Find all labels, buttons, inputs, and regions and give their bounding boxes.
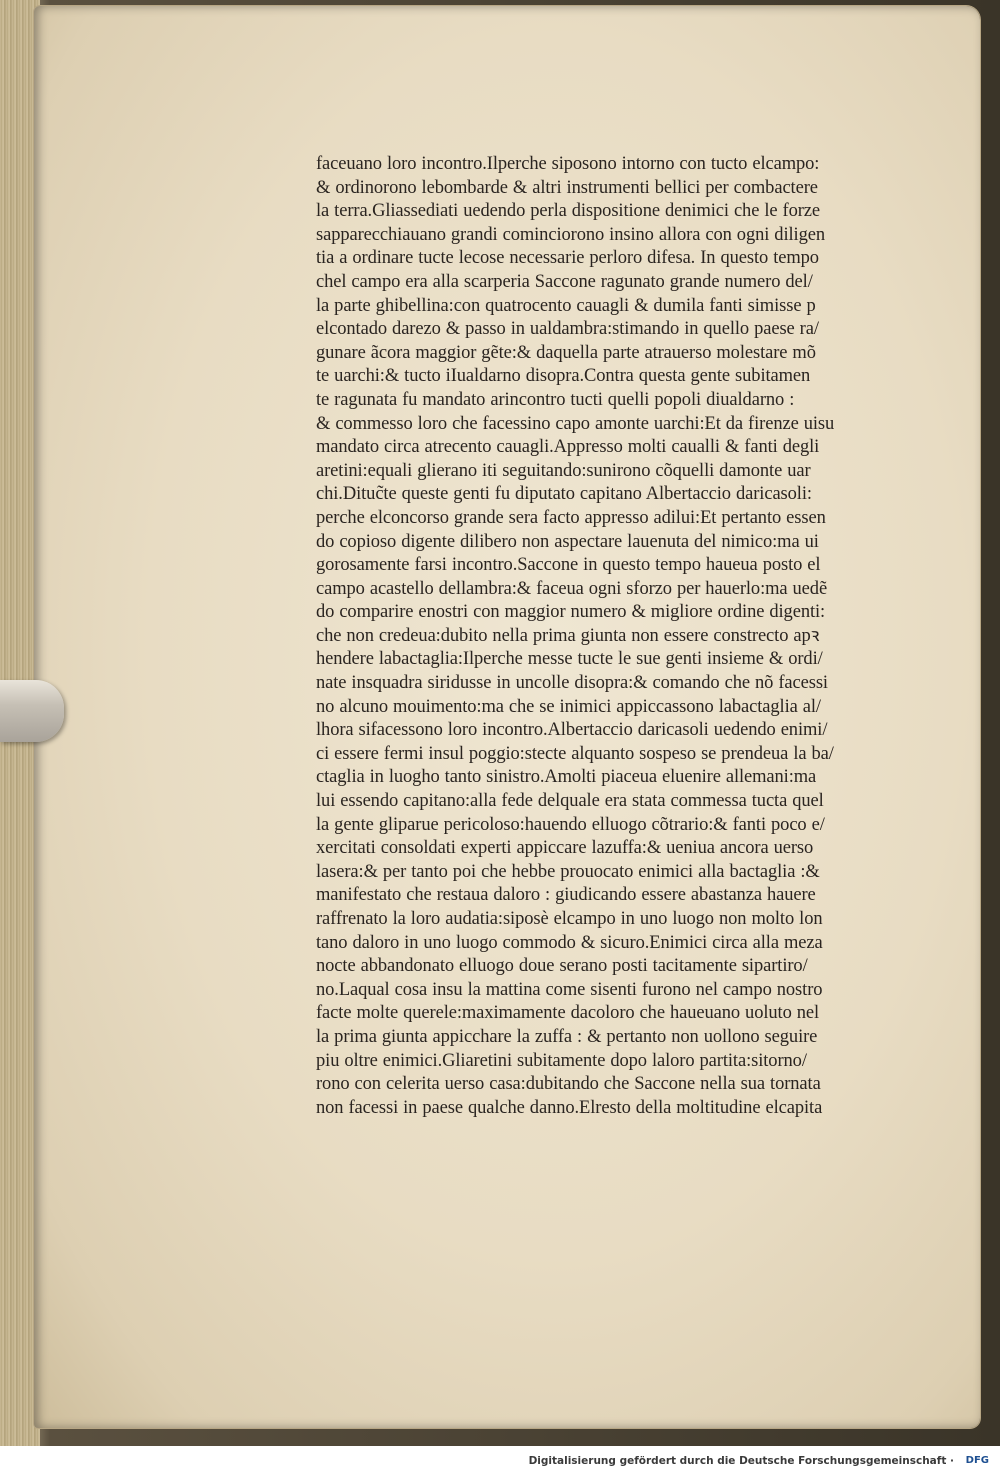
text-block	[316, 153, 882, 1120]
text-line: do comparire enostri con maggior numero & migliore ordine digenti:	[316, 602, 826, 623]
text-line: facte molte querele:maximamente dacoloro che haueuano uoluto nel	[316, 1003, 820, 1024]
text-line: te uarchi:& tucto iIualdarno disopra.Contra questa gente subitamen	[316, 366, 811, 387]
text-line: la prima giunta appicchare la zuffa : & pertanto non uollono seguire	[316, 1026, 818, 1047]
text-line: te ragunata fu mandato arincontro tucti quelli popoli diualdarno :	[316, 389, 795, 410]
text-line: faceuano loro incontro.Ilperche siposono intorno con tucto elcampo:	[316, 154, 820, 174]
text-line: & ordinorono lebombarde & altri instrumenti bellici per combactere	[316, 177, 818, 198]
text-line: rono con celerita uerso casa:dubitando che Saccone nella sua tornata	[316, 1074, 821, 1095]
text-line: chel campo era alla scarperia Saccone ragunato grande numero del/	[316, 271, 813, 292]
text-line: perche elconcorso grande sera facto appresso adilui:Et pertanto essen	[316, 507, 826, 528]
funding-notice: Digitalisierung gefördert durch die Deutsche Forschungsgemeinschaft ·	[528, 1455, 954, 1467]
text-line: mandato circa atrecento cauagli.Appresso molti caualli & fanti degli	[316, 437, 820, 458]
text-line: do copioso digente dilibero non aspectare lauenuta del nimico:ma ui	[316, 531, 819, 552]
text-line: tia a ordinare tucte lecose necessarie perloro difesa. In questo tempo	[316, 248, 819, 269]
text-line: chi.Dituc̃te queste genti fu diputato capitano Albertaccio daricasoli:	[316, 484, 812, 505]
text-line: & commesso loro che facessino capo amonte uarchi:Et da firenze uisu	[316, 413, 835, 434]
text-line: tano daloro in uno luogo commodo & sicuro.Enimici circa alla meza	[316, 932, 823, 953]
dfg-logo: DFG	[965, 1455, 989, 1466]
text-line: che non credeua:dubito nella prima giunta non essere constrecto apꝛ	[316, 625, 820, 646]
text-line: nocte abbandonato elluogo doue serano posti tacitamente sipartiro/	[316, 956, 808, 977]
text-line: lhora sifacessono loro incontro.Albertaccio daricasoli uedendo enimi/	[316, 720, 828, 741]
text-line: la gente gliparue pericoloso:hauendo elluogo cõtrario:& fanti poco e/	[316, 814, 825, 835]
text-line: gorosamente farsi incontro.Saccone in questo tempo haueua posto el	[316, 555, 821, 576]
text-line: nate insquadra siridusse in uncolle disopra:& comando che nõ facessi	[316, 673, 828, 694]
text-line: lasera:& per tanto poi che hebbe prouocato enimici alla bactaglia :&	[316, 861, 820, 882]
text-line: non facessi in paese qualche danno.Elresto della moltitudine elcapita	[316, 1097, 823, 1118]
text-line: manifestato che restaua daloro : giudicando essere abastanza hauere	[316, 885, 816, 906]
text-line: aretini:equali glierano iti seguitando:sunirono cõquelli damonte uar	[316, 460, 811, 481]
text-line: no.Laqual cosa insu la mattina come sisenti furono nel campo nostro	[316, 979, 823, 1000]
text-line: elcontado darezo & passo in ualdambra:stimando in quello paese ra/	[316, 319, 819, 340]
text-line: campo acastello dellambra:& faceua ogni sforzo per hauerlo:ma uedẽ	[316, 578, 828, 599]
text-line: raffrenato la loro audatia:siposè elcampo in uno luogo non molto lon	[316, 909, 823, 929]
text-line: la terra.Gliassediati uedendo perla dispositione denimici che le forze	[316, 201, 821, 222]
text-line: ctaglia in luogho tanto sinistro.Amolti piaceua eluenire allemani:ma	[316, 767, 817, 788]
text-line: lui essendo capitano:alla fede delquale era stata commessa tucta quel	[316, 791, 824, 812]
text-line: la parte ghibellina:con quatrocento cauagli & dumila fanti simisse p	[316, 295, 816, 316]
page-clip	[0, 680, 64, 742]
text-line: gunare ãcora maggior gẽte:& daquella parte atrauerso molestare mõ	[316, 342, 816, 363]
text-line: xercitati consoldati experti appiccare lazuffa:& ueniua ancora uerso	[316, 838, 814, 859]
text-line: hendere labactaglia:Ilperche messe tucte le sue genti insieme & ordi/	[316, 649, 823, 670]
text-line: piu oltre enimici.Gliaretini subitamente dopo laloro partita:sitorno/	[316, 1050, 807, 1071]
text-line: sapparecchiauano grandi cominciorono insino allora con ogni diligen	[316, 224, 825, 245]
text-line: no alcuno mouimento:ma che se inimici appiccassono labactaglia al/	[316, 696, 821, 717]
text-line: ci essere fermi insul poggio:stecte alquanto sospeso se prendeua la ba/	[316, 743, 834, 764]
